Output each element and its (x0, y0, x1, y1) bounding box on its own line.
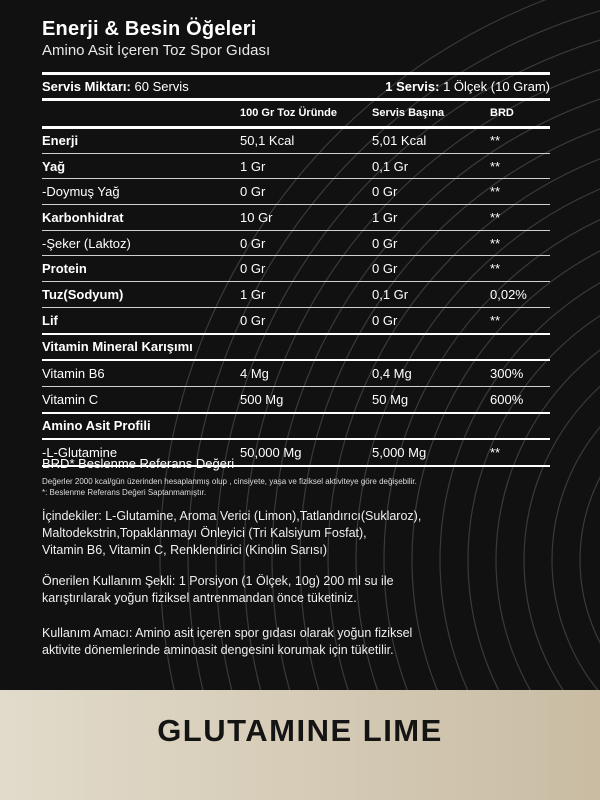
per100-value: 0 Gr (240, 230, 372, 256)
ingredients-line: Maltodekstrin,Topaklanmayı Önleyici (Tri Kalsiyum Fosfat), (42, 526, 367, 540)
serving-size-label: Servis Miktarı: (42, 79, 131, 94)
brd-value: 0,02% (490, 282, 550, 308)
per100-value: 4 Mg (240, 360, 372, 386)
row-label: Yağ (42, 153, 240, 179)
brd-value: 300% (490, 360, 550, 386)
table-row (42, 230, 550, 256)
per100-value: 1 Gr (240, 282, 372, 308)
per-serving-value: 0 Gr (372, 179, 490, 205)
per100-value: 10 Gr (240, 205, 372, 231)
per-serving-value: 0 Gr (372, 256, 490, 282)
per100-value: 50,1 Kcal (240, 128, 372, 153)
serving-size (42, 79, 189, 94)
product-name: GLUTAMINE LIME (157, 713, 443, 748)
row-label: Tuz(Sodyum) (42, 282, 240, 308)
brd-value: ** (490, 439, 550, 466)
brd-value: ** (490, 128, 550, 153)
serving-per-label: 1 Servis: (385, 79, 440, 94)
per-serving-value: 0 Gr (372, 307, 490, 333)
column-header-per-serving: Servis Başına (372, 107, 445, 119)
table-row (42, 179, 550, 205)
per100-value: 1 Gr (240, 153, 372, 179)
per-serving-value: 1 Gr (372, 205, 490, 231)
per-serving-value: 5,000 Mg (372, 439, 490, 466)
row-label: Protein (42, 256, 240, 282)
serving-per-value: 1 Ölçek (10 Gram) (443, 79, 550, 94)
brd-value: ** (490, 153, 550, 179)
serving-per (385, 79, 550, 94)
per100-value: 50,000 Mg (240, 439, 372, 466)
table-row (42, 386, 550, 412)
ingredients-line: Vitamin B6, Vitamin C, Renklendirici (Kinolin Sarısı) (42, 543, 328, 557)
serving-size-value: 60 Servis (134, 79, 189, 94)
row-label: -Doymuş Yağ (42, 179, 240, 205)
per100-value: 0 Gr (240, 256, 372, 282)
brd-legend: BRD* Beslenme Referans Değeri (42, 456, 235, 471)
brd-value: ** (490, 256, 550, 282)
divider (42, 72, 550, 75)
brd-value: ** (490, 205, 550, 231)
row-label: Karbonhidrat (42, 205, 240, 231)
ingredients-line: İçindekiler: L-Glutamine, Aroma Verici (Limon),Tatlandırıcı(Suklaroz), (42, 509, 422, 523)
per100-value: 0 Gr (240, 307, 372, 333)
ingredients-text (42, 508, 552, 559)
row-label: Enerji (42, 128, 240, 153)
per-serving-value: 50 Mg (372, 386, 490, 412)
table-row (42, 128, 550, 153)
table-row (42, 307, 550, 333)
row-label: Vitamin C (42, 386, 240, 412)
usage-text (42, 573, 552, 607)
divider (42, 98, 550, 101)
per100-value: 500 Mg (240, 386, 372, 412)
per-serving-value: 0,1 Gr (372, 282, 490, 308)
table-row (42, 282, 550, 308)
row-label: -Şeker (Laktoz) (42, 230, 240, 256)
page-title: Enerji & Besin Öğeleri (42, 18, 257, 40)
section-header-row (42, 334, 550, 361)
brd-value: 600% (490, 386, 550, 412)
table-row (42, 205, 550, 231)
section-header-amino-acid: Amino Asit Profili (42, 413, 550, 440)
per-serving-value: 5,01 Kcal (372, 128, 490, 153)
per100-value: 0 Gr (240, 179, 372, 205)
table-row (42, 256, 550, 282)
page-subtitle: Amino Asit İçeren Toz Spor Gıdası (42, 42, 271, 59)
usage-line: Önerilen Kullanım Şekli: 1 Porsiyon (1 Ölçek, 10g) 200 ml su ile (42, 574, 394, 588)
per-serving-value: 0,4 Mg (372, 360, 490, 386)
brd-value: ** (490, 230, 550, 256)
purpose-line: Kullanım Amacı: Amino asit içeren spor gıdası olarak yoğun fiziksel (42, 626, 413, 640)
purpose-text (42, 625, 552, 659)
brd-value: ** (490, 307, 550, 333)
usage-line: karıştırılarak yoğun fiziksel antrenmandan önce tüketiniz. (42, 591, 357, 605)
brd-value: ** (490, 179, 550, 205)
column-header-brd: BRD (490, 107, 514, 119)
column-header-per100: 100 Gr Toz Üründe (240, 107, 337, 119)
fine-print-line: *: Beslenme Referans Değeri Saptanmamıştır. (42, 488, 207, 497)
per-serving-value: 0,1 Gr (372, 153, 490, 179)
fine-print-line: Değerler 2000 kcal/gün üzerinden hesaplanmış olup , cinsiyete, yaşa ve fiziksel aktiviteye göre değişebilir. (42, 477, 417, 486)
section-header-row (42, 413, 550, 440)
nutrition-table (42, 128, 550, 467)
table-row (42, 153, 550, 179)
row-label: -L-Glutamine (42, 439, 240, 466)
purpose-line: aktivite dönemlerinde aminoasit dengesini korumak için tüketilir. (42, 643, 394, 657)
section-header-vitamin-mineral: Vitamin Mineral Karışımı (42, 334, 550, 361)
row-label: Vitamin B6 (42, 360, 240, 386)
row-label: Lif (42, 307, 240, 333)
per-serving-value: 0 Gr (372, 230, 490, 256)
table-row (42, 360, 550, 386)
